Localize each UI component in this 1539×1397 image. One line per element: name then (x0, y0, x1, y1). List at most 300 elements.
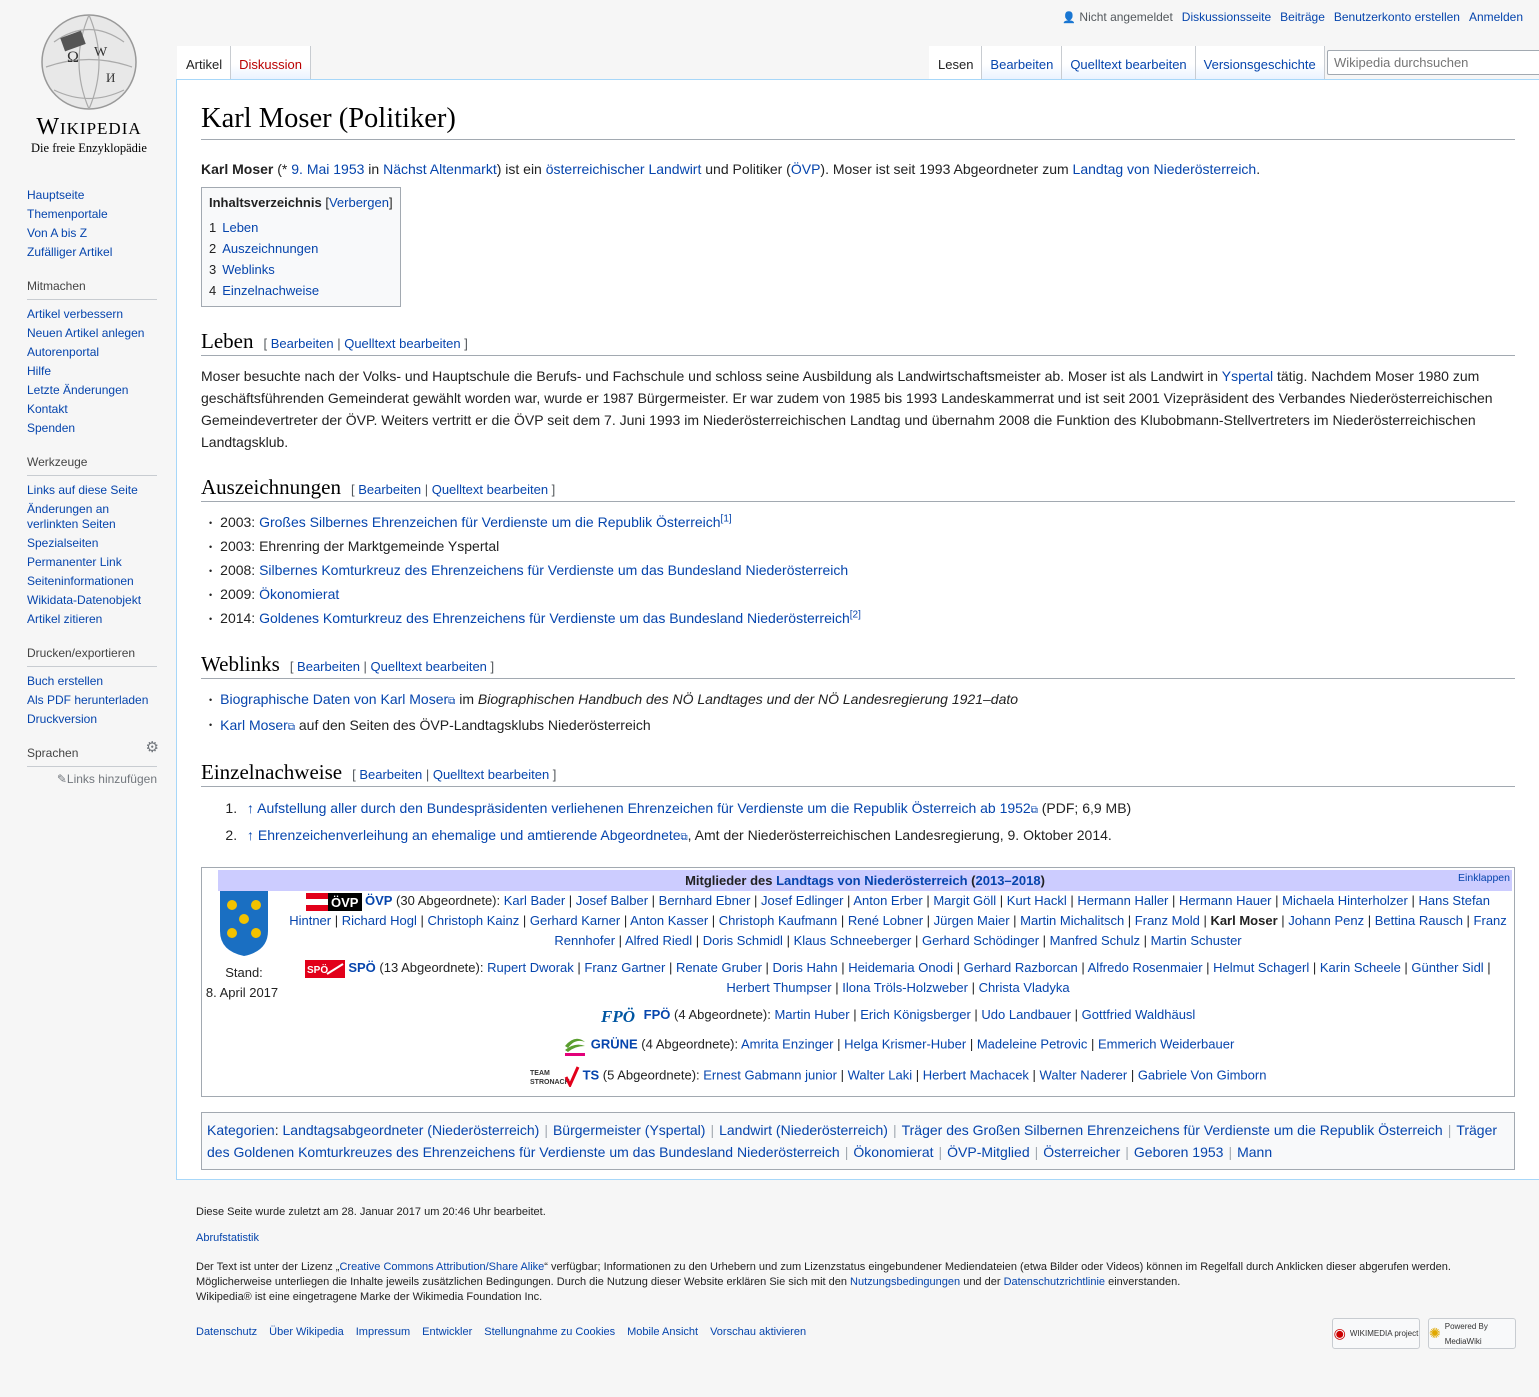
party-group: ÖVP ÖVP (30 Abgeordnete): Karl Bader | Josef Balber | Bernhard Ebner | Josef Edlinger | Anton Erber | Margit Göll | Kurt Hackl | Hermann Haller | Hermann Hauer | Michaela Hinterholzer | Hans Stefan Hintner | Richard Hogl | Christoph Kainz | Gerhard Karner | Anton Kasser | Christoph Kaufmann | René Lobner | Jürgen Maier | Martin Michalitsch | Franz Mold | Karl Moser | Johann Penz | Bettina Rausch | Franz Rennhofer | Alfred Riedl | Doris Schmidl | Klaus Schneeberger | Gerhard Schödinger | Manfred Schulz | Martin Schuster (289, 893, 1507, 949)
party-link[interactable]: ÖVP (364, 893, 393, 909)
member-link[interactable]: Josef Balber (575, 893, 649, 909)
footer-link[interactable]: Datenschutz (196, 1326, 258, 1338)
sidebar-link[interactable]: Seiteninformationen (27, 574, 134, 588)
party-name[interactable] (644, 1007, 671, 1022)
sidebar-item[interactable] (27, 691, 157, 710)
toc-number: 4 (209, 283, 217, 299)
party-group: TEAM STRONACH TS (5 Abgeordnete): Ernest Gabmann junior | Walter Laki | Herbert Machacek | Walter Naderer | Gabriele Von Gimborn (284, 1065, 1512, 1087)
list-item (209, 511, 1515, 535)
external-link-icon: ⧉ (448, 696, 456, 708)
party-link[interactable]: SPÖ (348, 960, 376, 976)
spoe-logo-icon (305, 960, 345, 978)
award-name[interactable]: Großes Silbernes Ehrenzeichen für Verdienste um die Republik Österreich (259, 514, 721, 531)
svg-text:ÖVP: ÖVP (330, 894, 359, 910)
edit-source-link[interactable]: Quelltext bearbeiten (431, 482, 549, 498)
toc-item[interactable] (209, 217, 393, 238)
member-link[interactable]: Doris Hahn (772, 960, 838, 976)
stats-link[interactable]: Abrufstatistik (196, 1232, 259, 1244)
sidebar-item[interactable] (27, 553, 157, 572)
sidebar-link[interactable]: Artikel zitieren (27, 612, 103, 626)
member-link[interactable]: Christa Vladyka (978, 980, 1070, 996)
reference-marker[interactable] (850, 610, 861, 621)
sidebar-item[interactable] (27, 500, 157, 534)
sidebar-link[interactable]: Artikel verbessern (27, 307, 124, 321)
award-name[interactable]: Silbernes Komturkreuz des Ehrenzeichens für Verdienste um das Bundesland Niederösterreich (259, 562, 849, 579)
sidebar-link[interactable]: Spenden (27, 421, 76, 435)
member-link[interactable]: Herbert Thumpser (726, 980, 832, 996)
sidebar-item[interactable] (27, 186, 157, 205)
member-link[interactable]: Gabriele Von Gimborn (1137, 1067, 1267, 1083)
toc-link[interactable]: Auszeichnungen (222, 241, 319, 257)
sidebar-item[interactable] (27, 343, 157, 362)
member-link[interactable]: Alfred Riedl (624, 933, 693, 949)
mediawiki-badge[interactable]: ✺ Powered By MediaWiki (1428, 1318, 1516, 1349)
gear-icon[interactable]: ⚙ (145, 739, 159, 756)
category-separator: | (710, 1122, 715, 1139)
stand-date: 8. April 2017 (205, 985, 279, 1001)
sidebar-item[interactable] (27, 205, 157, 224)
navbox (201, 867, 1515, 1097)
footer-link[interactable]: Mobile Ansicht (627, 1326, 699, 1338)
lead-text: (* (273, 161, 292, 178)
sidebar-link[interactable]: Permanenter Link (27, 555, 122, 569)
sidebar-link[interactable]: Links auf diese Seite (27, 483, 138, 497)
category-separator: | (544, 1122, 548, 1139)
navbox-landtag-link[interactable]: Landtags von Niederösterreich (776, 873, 968, 889)
toc-link[interactable]: Einzelnachweise (222, 283, 320, 299)
search-input[interactable] (1327, 50, 1539, 75)
pencil-icon: ✎ (56, 772, 67, 786)
tab-edit-source[interactable]: Quelltext bearbeiten (1062, 46, 1195, 79)
member-link: Karl Moser (1210, 913, 1278, 929)
yspertal-link[interactable]: Yspertal (1221, 368, 1274, 385)
list-item (209, 535, 1515, 559)
member-link[interactable]: Madeleine Petrovic (976, 1036, 1088, 1052)
award-year: 2014: (220, 610, 260, 627)
section-edit-links: [ Bearbeiten | Quelltext bearbeiten ] (352, 766, 557, 782)
reference-marker[interactable] (721, 514, 732, 525)
toc-hide-link[interactable]: Verbergen (328, 195, 389, 211)
sunflower-icon: ✺ (1429, 1325, 1441, 1341)
login-link[interactable]: Anmelden (1468, 10, 1523, 24)
sidebar-item[interactable] (27, 419, 157, 438)
terms-link[interactable]: Nutzungsbedingungen (850, 1276, 961, 1288)
category-link[interactable]: Träger des Großen Silbernen Ehrenzeichens für Verdienste um die Republik Österreich (901, 1122, 1443, 1139)
list-item (209, 583, 1515, 607)
sidebar-item[interactable] (27, 591, 157, 610)
party-count: (4 Abgeordnete): (637, 1036, 742, 1052)
member-link[interactable]: Kurt Hackl (1006, 893, 1067, 909)
sidebar-link[interactable]: Änderungen an verlinkten Seiten (27, 502, 116, 531)
member-link[interactable]: Josef Edlinger (761, 893, 844, 909)
team-stronach-logo-icon (530, 1065, 580, 1087)
sidebar-item[interactable] (27, 572, 157, 591)
edit-link[interactable]: Bearbeiten (358, 482, 422, 498)
category-link[interactable]: ÖVP-Mitglied (947, 1144, 1030, 1161)
member-link[interactable]: Christoph Kaufmann (718, 913, 838, 929)
member-link[interactable]: Anton Erber (853, 893, 923, 909)
member-link[interactable]: Erich Königsberger (860, 1007, 971, 1023)
svg-text:И: И (106, 70, 116, 85)
create-account-link[interactable]: Benutzerkonto erstellen (1333, 10, 1460, 24)
farmer-link[interactable]: österreichischer Landwirt (545, 161, 702, 178)
member-link[interactable]: Ernest Gabmann junior (703, 1067, 837, 1083)
sidebar-link[interactable]: Neuen Artikel anlegen (27, 326, 145, 340)
sidebar-item[interactable] (27, 324, 157, 343)
member-link[interactable]: Christoph Kainz (427, 913, 520, 929)
list-item (209, 559, 1515, 583)
weblink-italic: Biographischen Handbuch des NÖ Landtages und der NÖ Landesregierung 1921–dato (477, 691, 1019, 708)
page-title: Karl Moser (Politiker) (201, 100, 1515, 140)
party-link[interactable]: TS (582, 1067, 600, 1083)
party-name[interactable] (591, 1037, 638, 1052)
external-link-icon: ⧉ (1030, 805, 1038, 817)
svg-text:Ω: Ω (67, 49, 79, 66)
award-name: Ehrenring der Marktgemeinde Yspertal (259, 538, 500, 555)
category-separator: | (938, 1144, 943, 1161)
member-link[interactable]: Hermann Haller (1077, 893, 1169, 909)
external-link-icon: ⧉ (680, 832, 688, 844)
footer-link[interactable]: Vorschau aktivieren (710, 1326, 807, 1338)
member-link[interactable]: Ilona Tröls-Holzweber (842, 980, 968, 996)
svg-text:FPÖ: FPÖ (600, 1006, 635, 1025)
member-link[interactable]: Walter Laki (847, 1067, 913, 1083)
fpoe-logo-icon (601, 1007, 641, 1025)
navbox-list (284, 891, 1512, 1094)
lead-text: in (364, 161, 384, 178)
member-link[interactable]: Karin Scheele (1319, 960, 1401, 976)
category-link[interactable]: Landwirt (Niederösterreich) (719, 1122, 888, 1139)
toc-number: 2 (209, 241, 217, 257)
party-name[interactable] (365, 893, 392, 908)
edit-link[interactable]: Bearbeiten (297, 659, 360, 675)
list-item (209, 607, 1515, 631)
edit-link[interactable]: Bearbeiten (359, 766, 423, 782)
license-link[interactable]: Creative Commons Attribution/Share Alike (339, 1261, 545, 1273)
sidebar-link[interactable]: Hilfe (27, 364, 52, 378)
category-separator: | (892, 1122, 897, 1139)
svg-text:STRONACH: STRONACH (529, 1079, 570, 1087)
wikipedia-logo[interactable] (14, 12, 164, 162)
member-link[interactable]: Walter Naderer (1039, 1067, 1128, 1083)
birth-place-link[interactable]: Nächst Altenmarkt (383, 161, 497, 178)
section-edit-links: [ Bearbeiten | Quelltext bearbeiten ] (263, 336, 468, 352)
sidebar-link[interactable]: Themenportale (27, 207, 108, 221)
edit-source-link[interactable]: Quelltext bearbeiten (344, 336, 461, 352)
portal-heading: Sprachen (27, 742, 157, 767)
award-year: 2003: (220, 514, 260, 531)
member-link[interactable]: Martin Schuster (1150, 933, 1242, 949)
reference-item (241, 823, 1515, 850)
member-link[interactable]: Gerhard Schödinger (921, 933, 1040, 949)
reference-link[interactable]: [1] (720, 513, 732, 525)
party-count: (4 Abgeordnete): (670, 1007, 775, 1023)
member-link[interactable]: Heidemaria Onodi (848, 960, 953, 976)
category-separator: | (1125, 1144, 1129, 1161)
print-portal (27, 642, 157, 729)
collapse-button[interactable]: Einklappen (1458, 872, 1510, 885)
tools-portal (27, 451, 157, 629)
section-heading-auszeichnungen: Auszeichnungen [ Bearbeiten | Quelltext bearbeiten ] (201, 475, 1515, 502)
member-link[interactable]: Richard Hogl (341, 913, 417, 929)
member-link[interactable]: Martin Michalitsch (1020, 913, 1125, 929)
navbox-period-link[interactable]: 2013–2018 (975, 873, 1041, 889)
reference-link[interactable]: [2] (849, 609, 861, 621)
reference-item (241, 796, 1515, 823)
landtag-link[interactable]: Landtag von Niederösterreich (1072, 161, 1257, 178)
external-link[interactable]: Karl Moser (220, 716, 288, 733)
section-heading-weblinks: Weblinks [ Bearbeiten | Quelltext bearbeiten ] (201, 652, 1515, 679)
member-link[interactable]: Alfredo Rosenmaier (1087, 960, 1203, 976)
category-separator: | (1228, 1144, 1233, 1161)
nav-portal (27, 186, 157, 262)
category-link[interactable]: Österreicher (1043, 1144, 1121, 1161)
category-link[interactable]: Mann (1237, 1144, 1273, 1161)
member-link[interactable]: Franz Rennhofer (554, 913, 1507, 949)
lead-text: und Politiker ( (701, 161, 791, 178)
member-link[interactable]: Franz Gartner (584, 960, 666, 976)
member-link[interactable]: Amrita Enzinger (741, 1036, 834, 1052)
tab-history[interactable]: Versionsgeschichte (1196, 46, 1325, 79)
edit-source-link[interactable]: Quelltext bearbeiten (370, 659, 487, 675)
member-link[interactable]: Franz Mold (1134, 913, 1200, 929)
birth-date-link[interactable]: 9. Mai 1953 (291, 161, 365, 178)
tab-discussion[interactable]: Diskussion (231, 46, 311, 79)
category-link[interactable]: Landtagsabgeordneter (Niederösterreich) (282, 1122, 540, 1139)
award-name[interactable]: Ökonomierat (259, 586, 340, 603)
category-link[interactable]: Ökonomierat (853, 1144, 934, 1161)
sidebar-item[interactable] (27, 672, 157, 691)
member-link[interactable]: Gottfried Waldhäusl (1081, 1007, 1196, 1023)
member-link[interactable]: Hans Stefan Hintner (289, 893, 1491, 929)
party-link[interactable]: FPÖ (643, 1007, 671, 1023)
category-separator: | (1034, 1144, 1039, 1161)
section-edit-links: [ Bearbeiten | Quelltext bearbeiten ] (289, 659, 495, 675)
sidebar-item[interactable] (27, 610, 157, 629)
member-link[interactable]: Jürgen Maier (933, 913, 1010, 929)
category-link[interactable]: Geboren 1953 (1133, 1144, 1224, 1161)
sidebar-item[interactable] (27, 243, 157, 262)
member-link[interactable]: Karl Bader (503, 893, 566, 909)
sidebar-link[interactable]: Autorenportal (27, 345, 100, 359)
party-name[interactable] (583, 1068, 600, 1083)
party-count: (30 Abgeordnete): (392, 893, 504, 909)
personal-tools (1062, 10, 1523, 24)
gruene-logo-icon (562, 1032, 588, 1058)
sidebar-link[interactable]: Als PDF herunterladen (27, 693, 149, 707)
wikimedia-badge[interactable]: ◉ WIKIMEDIA project (1332, 1318, 1420, 1349)
navbox-title: Mitglieder des Landtags von Niederösterreich (2013–2018) Einklappen (218, 870, 1512, 891)
member-link[interactable]: Gerhard Razborcan (963, 960, 1078, 976)
sidebar-link[interactable]: Buch erstellen (27, 674, 104, 688)
talk-link[interactable]: Diskussionsseite (1181, 10, 1272, 24)
wikimedia-icon: ◉ (1333, 1325, 1346, 1341)
member-link[interactable]: Helga Krismer-Huber (844, 1036, 967, 1052)
contribs-link[interactable]: Beiträge (1280, 10, 1325, 24)
wordmark: Wikipedia (36, 114, 142, 140)
stand-label: Stand: (225, 965, 263, 981)
svg-text:SPÖ: SPÖ (307, 964, 329, 976)
leben-paragraph: Moser besuchte nach der Volks- und Hauptschule die Berufs- und Fachschule und schloss seine Ausbildung als Landwirtschaftsmeister ab. Moser ist als Landwirt in Yspertal tätig. Nachdem Moser 1980 zum geschäftsführenden Gemeinderat gewählt worden war, wurde er 1987 Bürgermeister. Er war zudem von 1985 bis 1993 Landeskammerrat und ist seit 2001 Vizepräsident des Verbandes Niederösterreichischen Gemeindevertreter der ÖVP. Weiters vertritt er die ÖVP seit dem 7. Juni 1993 im Niederösterreichischen Landtag und übernahm 2008 die Funktion des Klubobmann-Stellvertreters im Niederösterreichischen Landtagsklub. (201, 368, 1493, 451)
party-name[interactable] (348, 960, 375, 975)
reference-text: , Amt der Niederösterreichischen Landesregierung, 9. Oktober 2014. (687, 827, 1112, 844)
edit-link[interactable]: Bearbeiten (270, 336, 334, 352)
external-link-icon: ⧉ (287, 721, 295, 733)
footer-link[interactable]: Impressum (355, 1326, 411, 1338)
sidebar-link[interactable]: Letzte Änderungen (27, 383, 129, 397)
sidebar-link[interactable]: Spezialseiten (27, 536, 99, 550)
tagline: Die freie Enzyklopädie (31, 141, 147, 155)
toc-item[interactable] (209, 238, 393, 259)
weblink-text: im (455, 691, 478, 708)
back-arrow-icon[interactable]: ↑ (247, 800, 258, 817)
party-link[interactable]: ÖVP (790, 161, 821, 178)
toc-item[interactable] (209, 259, 393, 280)
toc-number: 1 (209, 220, 217, 236)
toc-item[interactable] (209, 280, 393, 301)
lead-text: ). Moser ist seit 1993 Abgeordneter zum (820, 161, 1073, 178)
user-icon: 👤 (1062, 12, 1077, 24)
category-separator: | (844, 1144, 849, 1161)
member-link[interactable]: Udo Landbauer (981, 1007, 1072, 1023)
sidebar-link[interactable]: Druckversion (27, 712, 98, 726)
member-link[interactable]: Johann Penz (1288, 913, 1365, 929)
sidebar-link[interactable]: Von A bis Z (27, 226, 88, 240)
member-link[interactable]: Helmut Schagerl (1213, 960, 1310, 976)
category-links: Kategorien: Landtagsabgeordneter (Niederösterreich) | Bürgermeister (Yspertal) | Landwirt (Niederösterreich) | Träger des Großen Silbernen Ehrenzeichens für Verdienste um die Republik Österreich | Träger des Goldenen Komturkreuzes des Ehrenzeichens für Verdienste um das Bundesland Niederösterreich | Ökonomierat | ÖVP-Mitglied | Österreicher | Geboren 1953 | Mann (201, 1112, 1515, 1170)
party-link[interactable]: GRÜNE (590, 1036, 638, 1052)
member-link[interactable]: Bettina Rausch (1374, 913, 1463, 929)
tab-article[interactable]: Artikel (177, 46, 231, 79)
list-item (209, 714, 1515, 739)
award-name[interactable]: Goldenes Komturkreuz des Ehrenzeichens für Verdienste um das Bundesland Niederösterreich (259, 610, 850, 627)
svg-text:TEAM: TEAM (529, 1070, 550, 1078)
member-link[interactable]: Herbert Machacek (922, 1067, 1029, 1083)
member-link[interactable]: Michaela Hinterholzer (1282, 893, 1408, 909)
sidebar-item[interactable] (27, 481, 157, 500)
namespace-tabs (177, 46, 311, 79)
sidebar-link[interactable]: Zufälliger Artikel (27, 245, 113, 259)
category-link[interactable]: Träger des Goldenen Komturkreuzes des Ehrenzeichens für Verdienste um das Bundesland Niederösterreich (207, 1122, 1498, 1161)
weblinks-list (209, 688, 1515, 739)
category-separator: | (1447, 1122, 1452, 1139)
category-link[interactable]: Bürgermeister (Yspertal) (552, 1122, 706, 1139)
member-link[interactable]: Klaus Schneeberger (793, 933, 912, 949)
portal-heading: Drucken/exportieren (27, 642, 157, 667)
sidebar-item[interactable] (27, 381, 157, 400)
sidebar-link[interactable]: Wikidata-Datenobjekt (27, 593, 142, 607)
lead-text: . (1256, 161, 1261, 178)
external-link[interactable]: Aufstellung aller durch den Bundespräsidenten verliehenen Ehrenzeichen für Verdienste um die Republik Österreich ab 1952 (257, 800, 1031, 817)
oevp-logo-icon (306, 893, 362, 911)
toc-link[interactable]: Weblinks (222, 262, 275, 278)
footer-link[interactable]: Über Wikipedia (269, 1326, 344, 1338)
party-count: (13 Abgeordnete): (375, 960, 488, 976)
external-link[interactable]: Biographische Daten von Karl Moser (220, 691, 449, 708)
last-modified: Diese Seite wurde zuletzt am 28. Januar 2017 um 20:46 Uhr bearbeitet. (196, 1206, 546, 1218)
portal-heading: Mitmachen (27, 275, 157, 300)
section-heading-leben: Leben [ Bearbeiten | Quelltext bearbeiten ] (201, 329, 1515, 356)
sidebar-link[interactable]: Hauptseite (27, 188, 85, 202)
sidebar-item[interactable] (27, 305, 157, 324)
member-link[interactable]: Emmerich Weiderbauer (1097, 1036, 1235, 1052)
languages-portal (27, 739, 159, 786)
toc-link[interactable]: Leben (222, 220, 259, 236)
svg-text:W: W (94, 45, 108, 60)
award-year: 2003: (220, 538, 260, 555)
privacy-link[interactable]: Datenschutzrichtlinie (1003, 1276, 1106, 1288)
member-link[interactable]: Manfred Schulz (1049, 933, 1140, 949)
lead-paragraph (201, 158, 1515, 180)
party-group: FPÖ FPÖ (4 Abgeordnete): Martin Huber | Erich Königsberger | Udo Landbauer | Gottfried Waldhäusl (600, 1006, 1196, 1025)
party-group: SPÖ SPÖ (13 Abgeordnete): Rupert Dworak | Franz Gartner | Renate Gruber | Doris Hahn | Heidemaria Onodi | Gerhard Razborcan | Alfredo Rosenmaier | Helmut Schagerl | Karin Scheele | Günther Sidl | Herbert Thumpser | Ilona Tröls-Holzweber | Christa Vladyka (307, 960, 1491, 996)
section-edit-links: [ Bearbeiten | Quelltext bearbeiten ] (350, 482, 556, 498)
add-links[interactable]: ✎Links hinzufügen (56, 772, 157, 786)
section-heading-einzelnachweise: Einzelnachweise [ Bearbeiten | Quelltext bearbeiten ] (201, 760, 1515, 787)
reference-text: (PDF; 6,9 MB) (1037, 800, 1132, 817)
sidebar-item[interactable] (27, 362, 157, 381)
sidebar-link[interactable]: Kontakt (27, 402, 68, 416)
participate-portal (27, 275, 157, 438)
toc-title: Inhaltsverzeichnis (209, 195, 322, 211)
references-list (241, 796, 1515, 850)
toc-number: 3 (209, 262, 217, 278)
member-link[interactable]: Renate Gruber (675, 960, 762, 976)
tab-edit[interactable]: Bearbeiten (982, 46, 1062, 79)
tab-read[interactable]: Lesen (929, 46, 982, 79)
member-link[interactable]: René Lobner (847, 913, 924, 929)
member-link[interactable]: Hermann Hauer (1179, 893, 1272, 909)
not-logged-in: 👤 Nicht angemeldet (1062, 10, 1173, 24)
award-year: 2009: (220, 586, 260, 603)
navbox-image (204, 871, 284, 1094)
sidebar-item[interactable] (27, 710, 157, 729)
edit-source-link[interactable]: Quelltext bearbeiten (432, 766, 550, 782)
footer-link[interactable]: Entwickler (422, 1326, 473, 1338)
footer (196, 1205, 1516, 1346)
categories-label[interactable]: Kategorien (207, 1122, 275, 1139)
member-link[interactable]: Doris Schmidl (702, 933, 783, 949)
back-arrow-icon[interactable]: ↑ (247, 827, 258, 844)
footer-link[interactable]: Stellungnahme zu Cookies (484, 1326, 616, 1338)
awards-list (209, 511, 1515, 631)
table-of-contents: Inhaltsverzeichnis [Verbergen] 1 Leben 2 Auszeichnungen 3 Weblinks 4 Einzelnachweise (201, 187, 401, 307)
sidebar-item[interactable] (27, 534, 157, 553)
sidebar (27, 186, 157, 799)
member-link[interactable]: Günther Sidl (1411, 960, 1484, 976)
sidebar-item[interactable] (27, 224, 157, 243)
sidebar-item[interactable] (27, 400, 157, 419)
portal-heading: Werkzeuge (27, 451, 157, 476)
member-link[interactable]: Gerhard Karner (529, 913, 621, 929)
footer-places (196, 1325, 1516, 1340)
member-link[interactable]: Margit Göll (933, 893, 997, 909)
list-item (209, 688, 1515, 713)
license-text: Der Text ist unter der Lizenz „Creative Commons Attribution/Share Alike“ verfügbar; Informationen zu den Urhebern und zum Lizenzstatus eingebundener Mediendateien (etwa Bilder oder Videos) können im Regelfall durch Anklicken dieser abgerufen werden. Möglicherweise unterliegen die Inhalte jeweils zusätzlichen Bedingungen. Durch die Nutzung dieser Website erklären Sie sich mit den Nutzungsbedingungen und der Datenschutzrichtlinie einverstanden. Wikipedia® ist eine eingetragene Marke der Wikimedia Foundation Inc. (196, 1261, 1451, 1303)
view-tabs (929, 46, 1325, 79)
member-link[interactable]: Rupert Dworak (487, 960, 574, 976)
party-count: (5 Abgeordnete): (599, 1067, 704, 1083)
lead-text: ) ist ein (496, 161, 546, 178)
content (176, 79, 1539, 1180)
globe-icon (34, 12, 144, 112)
external-link[interactable]: Ehrenzeichenverleihung an ehemalige und amtierende Abgeordnete (257, 827, 681, 844)
member-link[interactable]: Martin Huber (774, 1007, 850, 1023)
member-link[interactable]: Bernhard Ebner (658, 893, 751, 909)
weblink-text: auf den Seiten des ÖVP-Landtagsklubs Niederösterreich (294, 716, 651, 733)
member-link[interactable]: Anton Kasser (630, 913, 709, 929)
party-group: GRÜNE (4 Abgeordnete): Amrita Enzinger | Helga Krismer-Huber | Madeleine Petrovic | Emmerich Weiderbauer (284, 1032, 1512, 1058)
